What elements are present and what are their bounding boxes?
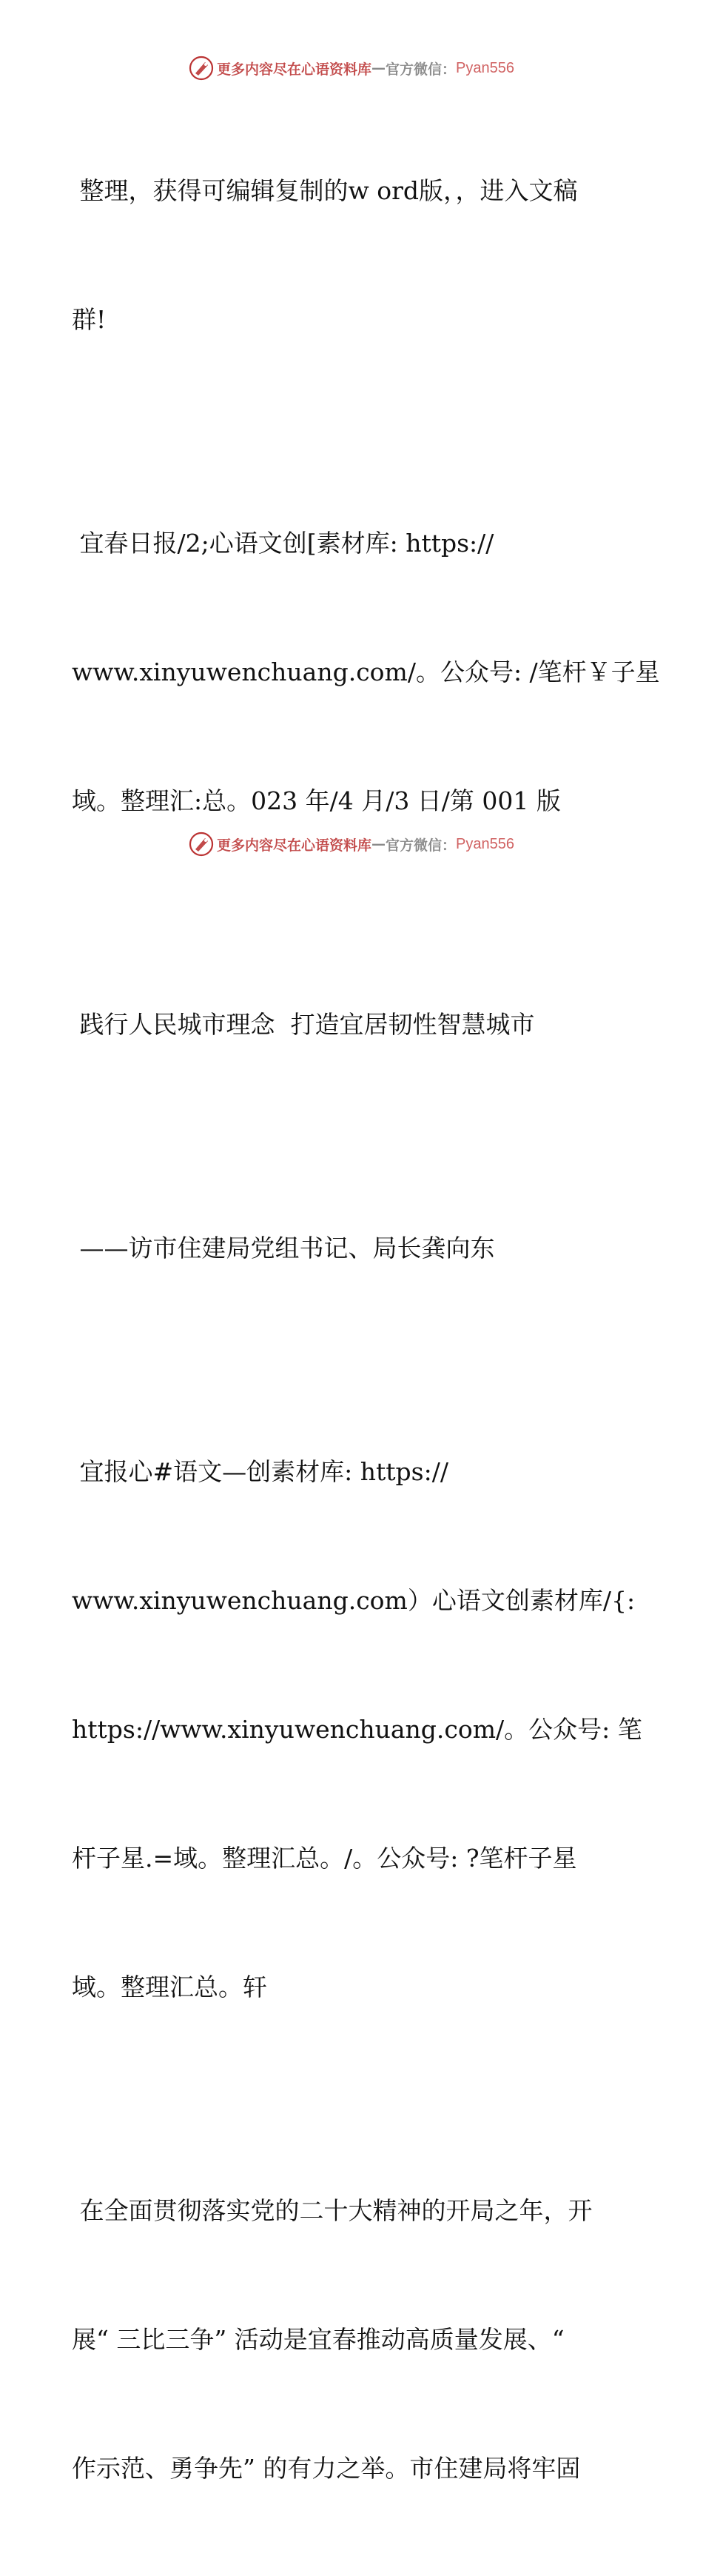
paragraph — [72, 84, 634, 427]
text-line: www.xinyuwenchuang.com）心语文创素材库/{: — [72, 1586, 636, 1615]
text-line: 宜报心#语文—创素材库: https:// — [72, 1457, 448, 1486]
text-line: ——访市住建局党组书记、局长龚向东 — [72, 1234, 495, 1262]
pen-nib-logo-icon — [189, 832, 214, 857]
article-subtitle — [72, 1141, 634, 1356]
text-line: 作示范、勇争先” 的有力之举。市住建局将牢固 — [72, 2454, 581, 2483]
banner-wechat-id: Pyan556 — [456, 59, 514, 76]
banner-dash: — — [371, 60, 386, 76]
text-line: 域。整理汇:总。023 年/4 月/3 日/第 001 版 — [72, 786, 561, 815]
banner-wechat-id: Pyan556 — [456, 835, 514, 852]
paragraph — [72, 2104, 634, 2576]
text-line: 整理，获得可编辑复制的w ord版，，进入文稿 — [72, 176, 578, 205]
footer-banner — [0, 829, 703, 859]
text-line: 展“ 三比三争” 活动是宜春推动高质量发展、“ — [72, 2325, 565, 2354]
text-line: 践行人民城市理念 打造宜居韧性智慧城市 — [72, 1010, 535, 1039]
text-line: 在全面贯彻落实党的二十大精神的开局之年，开 — [72, 2196, 593, 2225]
banner-dash: — — [371, 836, 386, 852]
document-body — [72, 84, 660, 2576]
text-line: 宜春日报/2;心语文创[素材库: https:// — [72, 529, 494, 558]
banner-official-text: 官方微信： — [386, 837, 457, 854]
header-banner — [0, 53, 703, 83]
text-line: 域。整理汇总。轩 — [72, 1973, 267, 2001]
pen-nib-logo-icon — [189, 56, 214, 81]
text-line: https://www.xinyuwenchuang.com/。公众号: 笔 — [72, 1715, 642, 1744]
article-title — [72, 917, 634, 1132]
text-line: 杆子星.=域。整理汇总。/。公众号: ?笔杆子星 — [72, 1844, 577, 1873]
banner-main-text: 更多内容尽在心语资料库 — [217, 837, 372, 854]
paragraph — [72, 1365, 642, 2095]
text-line: 群! — [72, 305, 107, 334]
text-line: www.xinyuwenchuang.com/。公众号: /笔杆￥子星 — [72, 658, 660, 686]
banner-official-text: 官方微信： — [386, 61, 457, 78]
banner-main-text: 更多内容尽在心语资料库 — [217, 61, 372, 78]
